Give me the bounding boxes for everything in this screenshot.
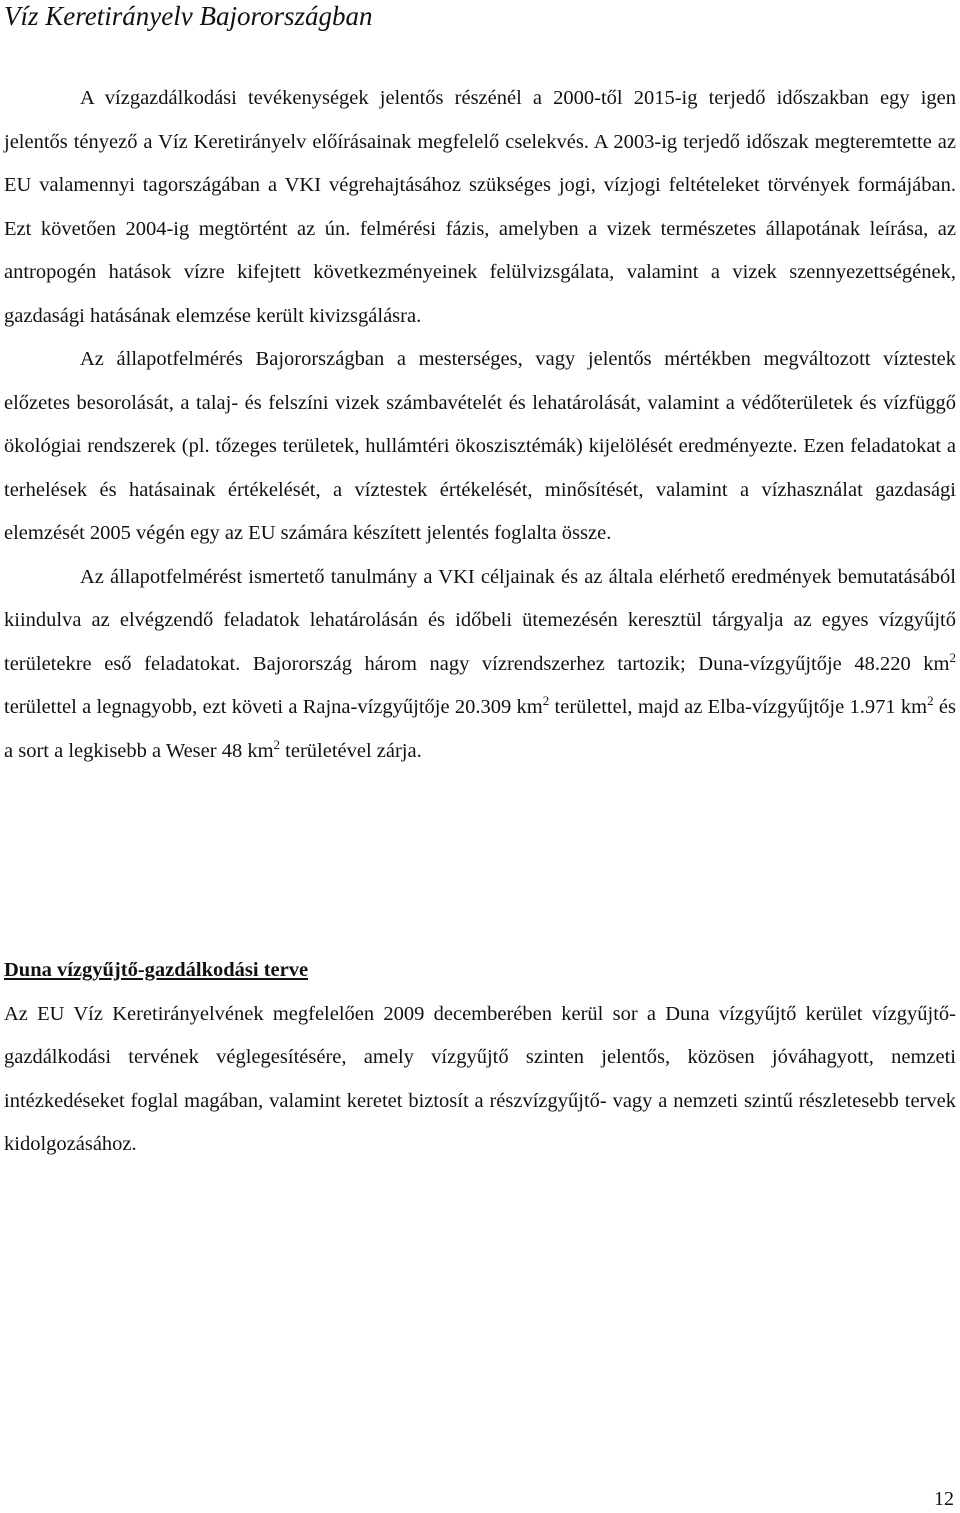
paragraph-3-text-c: területtel, majd az Elba-vízgyűjtője 1.971 km [549, 696, 928, 718]
paragraph-3-text-b: területtel a legnagyobb, ezt követi a Rajna-vízgyűjtője 20.309 km [4, 696, 543, 718]
paragraph-3-text-d: és a sort a legkisebb a Weser 48 km [4, 696, 956, 762]
page-number: 12 [934, 1488, 954, 1510]
paragraph-3-text-e: területével zárja. [280, 739, 422, 762]
superscript-squared: 2 [927, 693, 934, 708]
superscript-squared: 2 [542, 693, 550, 708]
body-text-block [4, 77, 956, 773]
paragraph-3-text-a: Az állapotfelmérést ismertető tanulmány a VKI céljainak és az általa elérhető eredmények bemutatásából kiindulva az elvégzendő feladatok lehatárolásán és időbeli ütemezésén keresztül tárgyalja az egyes vízgyűjtő területekre eső feladatokat. Bajorország három nagy vízrendszerhez tartozik; Duna-vízgyűjtője 48.220 km [4, 565, 956, 675]
paragraph-3 [4, 556, 956, 774]
page-title: Víz Keretirányelv Bajorországban [4, 1, 373, 31]
paragraph-2: Az állapotfelmérés Bajorországban a mesterséges, vagy jelentős mértékben megváltozott víztestek előzetes besorolását, a talaj- és felszíni vizek számbavételét és lehatárolását, valamint a védőterületek és vízfüggő ökológiai rendszerek (pl. tőzeges területek, hullámtéri ökoszisztémák) kijelölését eredményezte. Ezen feladatokat a terhelések és hatásainak értékelését, a víztestek értékelését, minősítését, valamint a vízhasználat gazdasági elemzését 2005 végén egy az EU számára készített jelentés foglalta össze. [4, 348, 956, 544]
section-block [4, 949, 956, 1167]
superscript-squared: 2 [949, 649, 956, 665]
section-heading: Duna vízgyűjtő-gazdálkodási terve [4, 959, 309, 981]
superscript-squared: 2 [273, 736, 281, 752]
paragraph-1: A vízgazdálkodási tevékenységek jelentős részénél a 2000-től 2015-ig terjedő időszakban egy igen jelentős tényező a Víz Keretirányelv előírásainak megfelelő cselekvés. A 2003-ig terjedő időszak megteremtette az EU valamennyi tagországában a VKI végrehajtásához szükséges jogi, vízjogi feltételeket törvények formájában. Ezt követően 2004-ig megtörtént az ún. felmérési fázis, amelyben a vizek természetes állapotának leírása, az antropogén hatások vízre kifejtett következményeinek felülvizsgálata, valamint a vizek szennyezettségének, gazdasági hatásának elemzése került kivizsgálásra. [4, 87, 956, 327]
section-paragraph: Az EU Víz Keretirányelvének megfelelően 2009 decemberében kerül sor a Duna vízgyűjtő kerület vízgyűjtő-gazdálkodási tervének véglegesítésére, amely vízgyűjtő szinten jelentős, közösen jóváhagyott, nemzeti intézkedéseket foglal magában, valamint keretet biztosít a részvízgyűjtő- vagy a nemzeti szintű részletesebb tervek kidolgozásához. [4, 1002, 956, 1155]
